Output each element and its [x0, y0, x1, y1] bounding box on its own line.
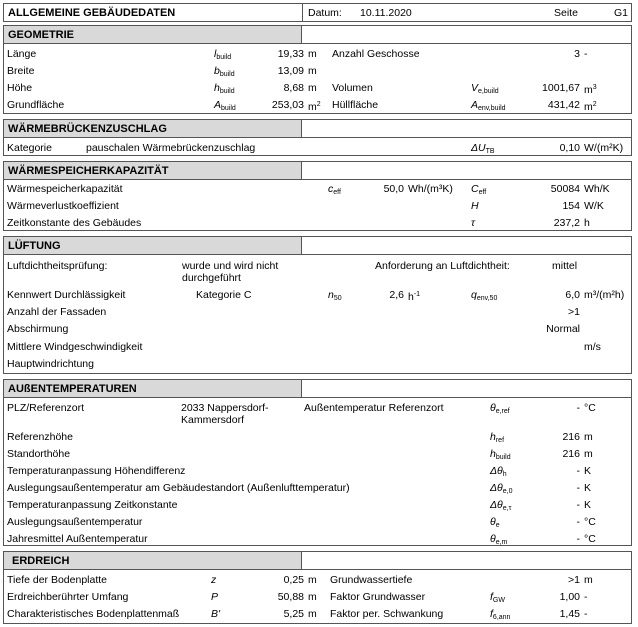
kapazitaet-unit: Wh/(m³K) — [408, 183, 453, 195]
kennwert-label: Kennwert Durchlässigkeit — [7, 289, 126, 301]
breite-unit: m — [308, 65, 317, 77]
section-speicher — [3, 161, 632, 231]
temp-row-unit: m — [584, 431, 593, 443]
breite-symbol: $b_{build}$ — [214, 65, 235, 78]
erdreich-row-label2: Faktor per. Schwankung — [330, 608, 444, 620]
grundflaeche-label: Grundfläche — [7, 99, 65, 111]
huellflaeche-label: Hüllfläche — [332, 99, 379, 111]
pruefung-label: Luftdichtheitsprüfung: — [7, 260, 108, 272]
divider — [302, 552, 631, 570]
hoehe-value: 8,68 — [283, 82, 304, 94]
erdreich-row-symbol2: $f_{GW}$ — [490, 591, 505, 604]
erdreich-row-label: Charakteristisches Bodenplattenmaß — [7, 608, 180, 620]
fassaden-label: Anzahl der Fassaden — [7, 306, 107, 318]
H-symbol: H — [471, 200, 479, 212]
kategorie-label: Kategorie — [7, 142, 52, 154]
temp-row-symbol: $\Delta\theta_{e,0}$ — [490, 482, 513, 495]
divider — [302, 26, 631, 44]
C-eff-unit: Wh/K — [584, 183, 610, 195]
section-title: WÄRMESPEICHERKAPAZITÄT — [4, 162, 302, 180]
kapazitaet-value: 50,0 — [383, 183, 404, 195]
erdreich-row-symbol: B' — [211, 608, 221, 620]
section-erdreich — [3, 551, 632, 624]
laenge-unit: m — [308, 48, 317, 60]
plz-value-line1: 2033 Nappersdorf- — [181, 402, 269, 414]
verlust-unit: W/K — [584, 200, 604, 212]
volumen-symbol: $V_{e,build}$ — [471, 82, 499, 95]
document-title: ALLGEMEINE GEBÄUDEDATEN — [8, 7, 176, 19]
breite-value: 13,09 — [277, 65, 304, 77]
erdreich-row-unit: m — [308, 608, 317, 620]
temp-row-unit: K — [584, 465, 592, 477]
erdreich-row-symbol: z — [211, 574, 217, 586]
document-header — [3, 3, 632, 22]
laenge-symbol: $l_{build}$ — [214, 48, 232, 61]
temp-row-symbol: $\theta_e$ — [490, 516, 500, 529]
fassaden-value: >1 — [568, 306, 580, 318]
temp-row-value: 216 — [562, 431, 580, 443]
hoehe-unit: m — [308, 82, 317, 94]
temp-row-unit: K — [584, 482, 592, 494]
c-eff-symbol: $c_{eff}$ — [328, 183, 341, 196]
temp-row-value: - — [576, 533, 580, 545]
section-waermebruecken — [3, 119, 632, 156]
temp-row-label: Temperaturanpassung Zeitkonstante — [7, 499, 178, 511]
plz-label: PLZ/Referenzort — [7, 402, 85, 414]
huellflaeche-symbol: $A_{env,build}$ — [471, 99, 506, 112]
zeitkonstante-unit: h — [584, 217, 590, 229]
date-label: Datum: — [308, 7, 342, 19]
divider — [302, 120, 631, 138]
temp-row-value: - — [576, 482, 580, 494]
zeitkonstante-label: Zeitkonstante des Gebäudes — [7, 217, 142, 229]
temp-row-value: - — [576, 465, 580, 477]
temp-row-value: 216 — [562, 448, 580, 460]
kapazitaet-label: Wärmespeicherkapazität — [7, 183, 123, 195]
erdreich-row-value: 5,25 — [283, 608, 304, 620]
temp-row-value: - — [576, 499, 580, 511]
q-env-unit: m³/(m²h) — [584, 289, 625, 301]
temp-row-label: Auslegungsaußentemperatur — [7, 516, 143, 528]
erdreich-row-label2: Faktor Grundwasser — [330, 591, 426, 603]
section-title: GEOMETRIE — [4, 26, 302, 44]
erdreich-row-label: Erdreichberührter Umfang — [7, 591, 129, 603]
erdreich-row-unit: m — [308, 591, 317, 603]
temp-row-label: Standorthöhe — [7, 448, 71, 460]
volumen-value: 1001,67 — [542, 82, 580, 94]
pruefung-value-line1: wurde und wird nicht — [182, 260, 279, 272]
kennwert-kategorie: Kategorie C — [196, 289, 252, 301]
windrichtung-label: Hauptwindrichtung — [7, 358, 94, 370]
temp-row-label: Jahresmittel Außentemperatur — [7, 533, 148, 545]
zeitkonstante-value: 237,2 — [553, 217, 580, 229]
temp-row-unit: m — [584, 448, 593, 460]
temp-row-unit: °C — [584, 516, 596, 528]
temp-row-unit: °C — [584, 533, 596, 545]
ref-temp-label: Außentemperatur Referenzort — [304, 402, 444, 414]
section-title: LÜFTUNG — [4, 237, 302, 255]
temp-row-label: Auslegungsaußentemperatur am Gebäudestandort (Außenlufttemperatur) — [7, 482, 350, 494]
erdreich-row-unit: m — [308, 574, 317, 586]
section-title: WÄRMEBRÜCKENZUSCHLAG — [4, 120, 302, 138]
erdreich-row-value: 0,25 — [283, 574, 304, 586]
verlust-value: 154 — [562, 200, 580, 212]
erdreich-row-symbol: P — [211, 591, 219, 603]
wind-label: Mittlere Windgeschwindigkeit — [7, 341, 143, 353]
delta-u-value: 0,10 — [559, 142, 580, 154]
section-geometrie — [3, 25, 632, 114]
section-title: ERDREICH — [4, 552, 302, 570]
abschirmung-label: Abschirmung — [7, 323, 69, 335]
temp-row-unit: K — [584, 499, 592, 511]
plz-value-line2: Kammersdorf — [181, 414, 245, 426]
abschirmung-value: Normal — [546, 323, 580, 335]
breite-label: Breite — [7, 65, 35, 77]
ref-temp-unit: °C — [584, 402, 596, 414]
hoehe-label: Höhe — [7, 82, 33, 94]
divider — [302, 162, 631, 180]
anforderung-label: Anforderung an Luftdichtheit: — [375, 260, 510, 272]
grundflaeche-unit: $m^2$ — [308, 101, 321, 113]
laenge-value: 19,33 — [277, 48, 304, 60]
geschosse-value: 3 — [574, 48, 580, 60]
pruefung-value-line2: durchgeführt — [182, 272, 241, 284]
temp-row-label: Referenzhöhe — [7, 431, 73, 443]
C-eff-value: 50084 — [550, 183, 580, 195]
tau-symbol: τ — [471, 217, 475, 229]
temp-row-symbol: $h_{ref}$ — [490, 431, 505, 444]
page-value: G1 — [614, 7, 629, 19]
hoehe-symbol: $h_{build}$ — [214, 82, 235, 95]
wind-unit: m/s — [584, 341, 601, 353]
laenge-label: Länge — [7, 48, 37, 60]
temp-row-value: - — [576, 516, 580, 528]
section-lueftung — [3, 236, 632, 374]
geschosse-unit: - — [584, 48, 588, 60]
C-eff-symbol: $C_{eff}$ — [471, 183, 487, 196]
n50-symbol: $n_{50}$ — [328, 289, 342, 302]
anforderung-value: mittel — [552, 260, 578, 272]
temp-row-symbol: $\theta_{e,m}$ — [490, 533, 508, 546]
erdreich-row-label: Tiefe der Bodenplatte — [7, 574, 108, 586]
q-env-symbol: $q_{env,50}$ — [471, 289, 498, 302]
erdreich-row-value2: 1,45 — [559, 608, 580, 620]
erdreich-row-unit2: - — [584, 608, 588, 620]
volumen-unit: $m^3$ — [584, 84, 597, 96]
ref-temp-symbol: $\theta_{e,ref}$ — [490, 402, 510, 415]
delta-u-unit: W/(m²K) — [584, 142, 624, 154]
temp-row-symbol: $h_{build}$ — [490, 448, 511, 461]
n50-unit: $h^{-1}$ — [408, 291, 421, 303]
grundflaeche-value: 253,03 — [271, 99, 304, 111]
page-label: Seite — [554, 7, 578, 19]
erdreich-row-value: 50,88 — [277, 591, 304, 603]
huellflaeche-unit: $m^2$ — [584, 101, 597, 113]
section-aussentemperaturen — [3, 379, 632, 546]
divider — [302, 237, 631, 255]
erdreich-row-unit2: - — [584, 591, 588, 603]
erdreich-row-value2: >1 — [568, 574, 580, 586]
verlust-label: Wärmeverlustkoeffizient — [7, 200, 119, 212]
geschosse-label: Anzahl Geschosse — [332, 48, 420, 60]
delta-u-symbol: $\Delta U_{TB}$ — [471, 142, 495, 155]
temp-row-symbol: $\Delta\theta_{e,\tau}$ — [490, 499, 512, 512]
n50-value: 2,6 — [389, 289, 404, 301]
erdreich-row-label2: Grundwassertiefe — [330, 574, 413, 586]
ref-temp-value: - — [576, 402, 580, 414]
grundflaeche-symbol: $A_{build}$ — [214, 99, 236, 112]
erdreich-row-unit2: m — [584, 574, 593, 586]
kategorie-value: pauschalen Wärmebrückenzuschlag — [86, 142, 256, 154]
temp-row-label: Temperaturanpassung Höhendifferenz — [7, 465, 186, 477]
erdreich-row-value2: 1,00 — [559, 591, 580, 603]
huellflaeche-value: 431,42 — [547, 99, 580, 111]
temp-row-symbol: $\Delta\theta_h$ — [490, 465, 507, 478]
section-title: AUßENTEMPERATUREN — [4, 380, 302, 398]
divider — [302, 380, 631, 398]
divider — [302, 4, 303, 21]
q-env-value: 6,0 — [565, 289, 580, 301]
erdreich-row-symbol2: $f_{6,ann}$ — [490, 608, 511, 621]
volumen-label: Volumen — [332, 82, 373, 94]
date-value: 10.11.2020 — [360, 7, 412, 19]
